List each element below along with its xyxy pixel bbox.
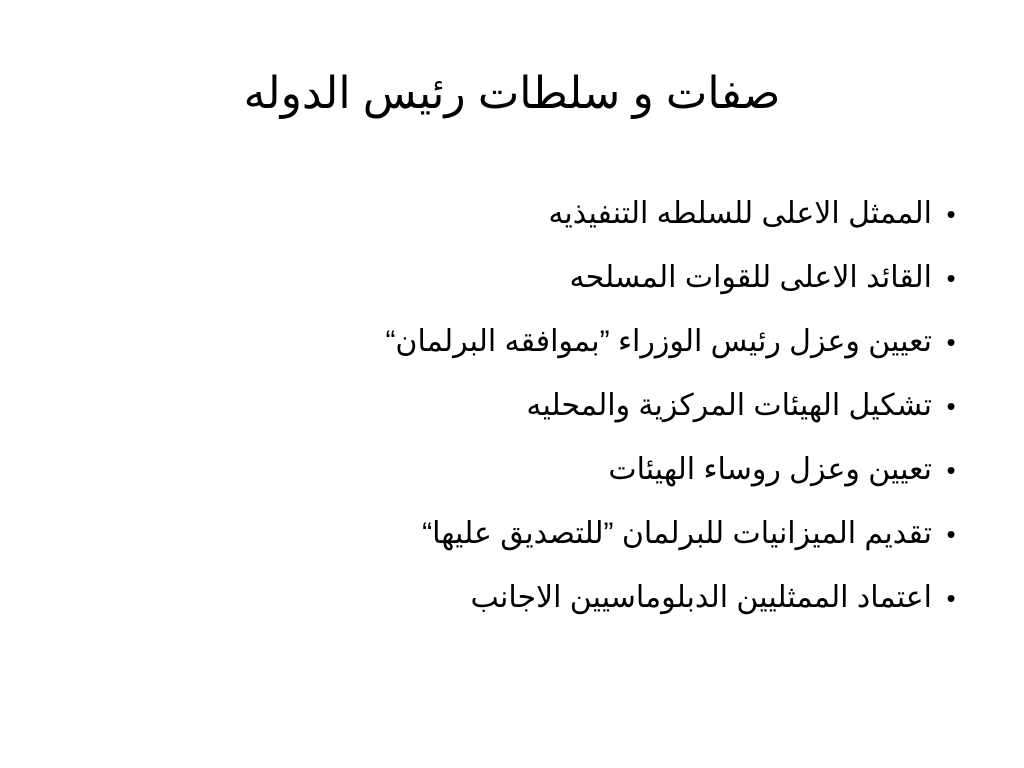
bullet-icon: • (946, 519, 956, 549)
list-item (66, 566, 966, 630)
bullet-text: تعيين وعزل روساء الهيئات (608, 453, 932, 486)
list-item (66, 374, 966, 438)
bullet-text: تقديم الميزانيات للبرلمان ”للتصديق عليها“ (422, 517, 932, 550)
bullet-text: تشكيل الهيئات المركزية والمحليه (526, 389, 932, 422)
bullet-icon: • (946, 583, 956, 613)
bullet-text: تعيين وعزل رئيس الوزراء ”بموافقه البرلمان“ (385, 325, 932, 358)
bullet-list (66, 182, 966, 630)
bullet-icon: • (946, 199, 956, 229)
bullet-text: القائد الاعلى للقوات المسلحه (569, 261, 932, 294)
bullet-icon: • (946, 455, 956, 485)
bullet-text: اعتماد الممثليين الدبلوماسيين الاجانب (470, 581, 932, 614)
list-item (66, 310, 966, 374)
bullet-text: الممثل الاعلى للسلطه التنفيذيه (548, 197, 932, 230)
list-item (66, 502, 966, 566)
list-item (66, 182, 966, 246)
slide-title: صفات و سلطات رئيس الدوله (243, 69, 781, 118)
bullet-icon: • (946, 327, 956, 357)
list-item (66, 438, 966, 502)
list-item (66, 246, 966, 310)
bullet-icon: • (946, 263, 956, 293)
bullet-icon: • (946, 391, 956, 421)
